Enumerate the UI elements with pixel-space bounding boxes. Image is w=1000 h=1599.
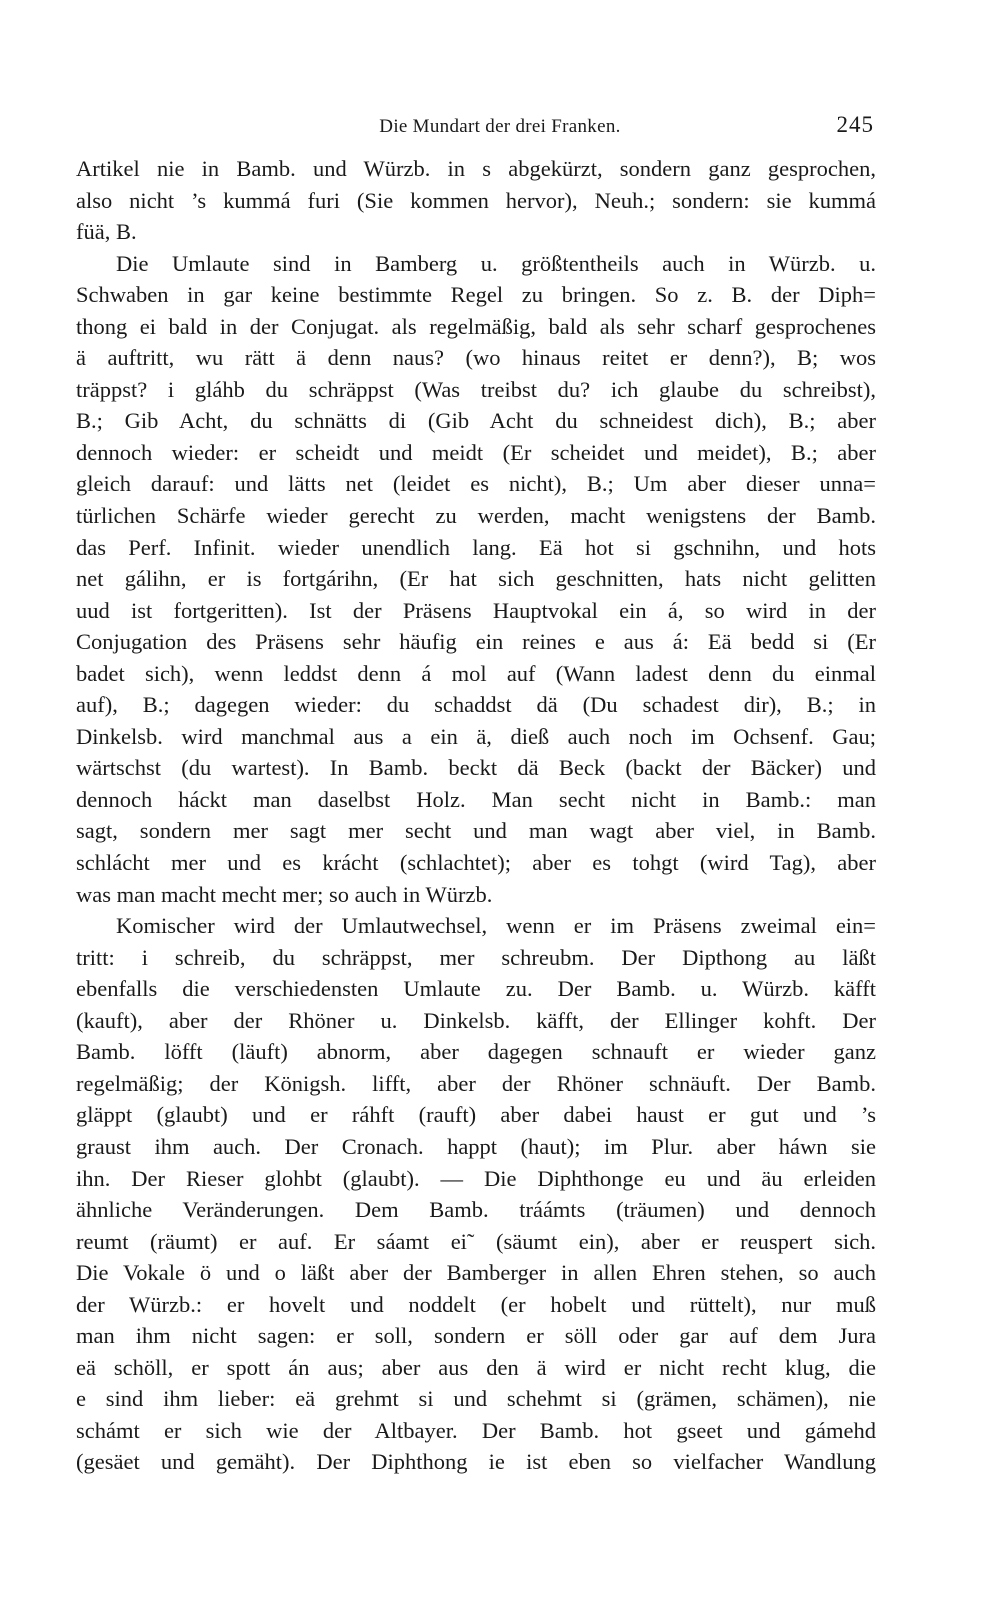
- text-line: was man macht mecht mer; so auch in Würzb.: [76, 881, 493, 907]
- text-line: sagt, sondern mer sagt mer secht und man wagt aber viel, in Bamb.: [76, 818, 876, 844]
- text-line: ä auftritt, wu rätt ä denn naus? (wo hinaus reitet er denn?), B; wos: [76, 345, 876, 371]
- text-line: ähnliche Veränderungen. Dem Bamb. tráámts (träumen) und dennoch: [76, 1197, 876, 1223]
- text-line: also nicht ’s kummá furi (Sie kommen hervor), Neuh.; sondern: sie kummá: [76, 187, 876, 213]
- text-line: man ihm nicht sagen: er soll, sondern er söll oder gar auf dem Jura: [76, 1323, 876, 1349]
- text-line: graust ihm auch. Der Cronach. happt (haut); im Plur. aber háwn sie: [76, 1133, 876, 1159]
- body-text: [76, 153, 876, 1478]
- text-line: net gálihn, er is fortgárihn, (Er hat sich geschnitten, hats nicht gelitten: [76, 566, 876, 592]
- text-line: Conjugation des Präsens sehr häufig ein reines e aus á: Eä bedd si (Er: [76, 629, 876, 655]
- text-line: tritt: i schreib, du schräppst, mer schreubm. Der Dipthong au läßt: [76, 944, 876, 970]
- text-line: auf), B.; dagegen wieder: du schaddst dä (Du schadest dir), B.; in: [76, 692, 876, 718]
- text-line: (gesäet und gemäht). Der Diphthong ie ist eben so vielfacher Wandlung: [76, 1449, 876, 1475]
- text-line: dennoch wieder: er scheidt und meidt (Er scheidet und meidet), B.; aber: [76, 439, 876, 465]
- text-line: e sind ihm lieber: eä grehmt si und schehmt si (grämen, schämen), nie: [76, 1386, 876, 1412]
- text-line: schlácht mer und es krácht (schlachtet); aber es tohgt (wird Tag), aber: [76, 850, 876, 876]
- text-line: wärtschst (du wartest). In Bamb. beckt dä Beck (backt der Bäcker) und: [76, 755, 876, 781]
- text-line: gleich darauf: und lätts net (leidet es nicht), B.; Um aber dieser unna=: [76, 471, 876, 497]
- text-line: reumt (räumt) er auf. Er sáamt ei˜ (säumt ein), aber er reuspert sich.: [76, 1228, 876, 1254]
- text-line: Artikel nie in Bamb. und Würzb. in s abgekürzt, sondern ganz gesprochen,: [76, 156, 876, 181]
- text-line: schámt er sich wie der Altbayer. Der Bamb. hot gseet und gámehd: [76, 1417, 876, 1443]
- running-title: Die Mundart der drei Franken.: [379, 116, 621, 137]
- text-line: Die Vokale ö und o läßt aber der Bamberger in allen Ehren stehen, so auch: [76, 1260, 876, 1286]
- text-line: der Würzb.: er hovelt und noddelt (er hobelt und rüttelt), nur muß: [76, 1291, 876, 1317]
- paragraph-start-line: Komischer wird der Umlautwechsel, wenn er im Präsens zweimal ein=: [116, 913, 876, 939]
- text-line: Dinkelsb. wird manchmal aus a ein ä, dieß auch noch im Ochsenf. Gau;: [76, 723, 876, 749]
- text-line: eä schöll, er spott án aus; aber aus den ä wird er nicht recht klug, die: [76, 1354, 876, 1380]
- text-line: Schwaben in gar keine bestimmte Regel zu bringen. So z. B. der Diph=: [76, 282, 876, 308]
- page-number: 245: [836, 112, 874, 137]
- text-line: uud ist fortgeritten). Ist der Präsens Hauptvokal ein á, so wird in der: [76, 597, 876, 623]
- text-line: türlichen Schärfe wieder gerecht zu werden, macht wenigstens der Bamb.: [76, 503, 876, 529]
- text-line: träppst? i gláhb du schräppst (Was treibst du? ich glaube du schreibst),: [76, 376, 876, 402]
- text-line: gläppt (glaubt) und er ráhft (rauft) aber dabei haust er gut und ’s: [76, 1102, 876, 1128]
- text-line: ihn. Der Rieser glohbt (glaubt). — Die Diphthonge eu und äu erleiden: [76, 1165, 876, 1191]
- text-line: das Perf. Infinit. wieder unendlich lang. Eä hot si gschnihn, und hots: [76, 534, 876, 560]
- text-line: Bamb. löfft (läuft) abnorm, aber dagegen schnauft er wieder ganz: [76, 1039, 876, 1065]
- text-line: regelmäßig; der Königsh. lifft, aber der Rhöner schnäuft. Der Bamb.: [76, 1070, 876, 1096]
- paragraph-start-line: Die Umlaute sind in Bamberg u. größtentheils auch in Würzb. u.: [116, 250, 876, 276]
- text-line: thong ei bald in der Conjugat. als regelmäßig, bald als sehr scharf gesprochenes: [76, 313, 876, 339]
- text-line: B.; Gib Acht, du schnätts di (Gib Acht du schneidest dich), B.; aber: [76, 408, 876, 434]
- running-head: [0, 112, 1000, 142]
- text-line: badet sich), wenn leddst denn á mol auf (Wann ladest denn du einmal: [76, 660, 876, 686]
- text-line: ebenfalls die verschiedensten Umlaute zu. Der Bamb. u. Würzb. käfft: [76, 976, 876, 1002]
- text-line: (kauft), aber der Rhöner u. Dinkelsb. käfft, der Ellinger kohft. Der: [76, 1007, 876, 1033]
- text-line: dennoch háckt man daselbst Holz. Man secht nicht in Bamb.: man: [76, 786, 876, 812]
- text-line: füä, B.: [76, 219, 137, 245]
